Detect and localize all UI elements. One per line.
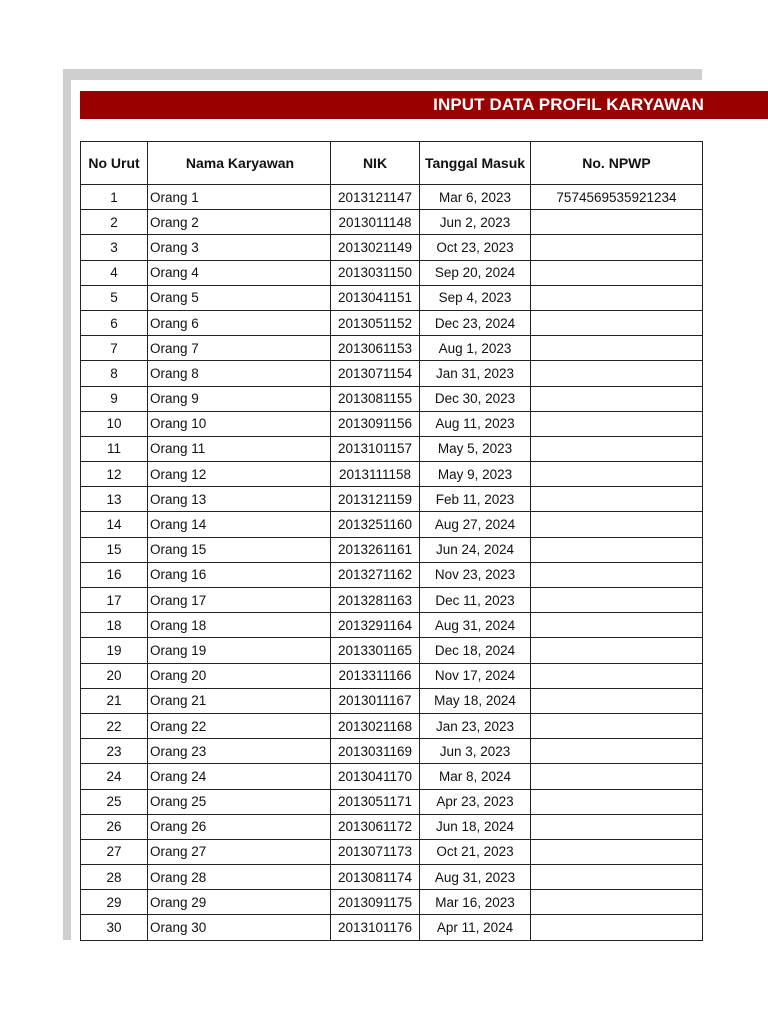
cell-no-npwp[interactable] [531, 512, 703, 537]
cell-no-urut[interactable]: 14 [81, 512, 148, 537]
cell-nama-karyawan[interactable]: Orang 2 [148, 210, 331, 235]
cell-no-npwp[interactable] [531, 537, 703, 562]
cell-tanggal-masuk[interactable]: Jun 2, 2023 [420, 210, 531, 235]
page-title: INPUT DATA PROFIL KARYAWAN [433, 95, 704, 114]
table-row [81, 235, 703, 260]
cell-nama-karyawan[interactable]: Orang 26 [148, 814, 331, 839]
cell-no-npwp[interactable] [531, 260, 703, 285]
cell-nik[interactable]: 2013281163 [331, 588, 420, 613]
cell-no-urut[interactable]: 13 [81, 487, 148, 512]
cell-no-urut[interactable]: 7 [81, 336, 148, 361]
cell-nama-karyawan[interactable]: Orang 20 [148, 663, 331, 688]
cell-nik[interactable]: 2013041151 [331, 285, 420, 310]
cell-tanggal-masuk[interactable]: Mar 16, 2023 [420, 890, 531, 915]
table-row [81, 890, 703, 915]
table-row [81, 361, 703, 386]
cell-no-npwp[interactable] [531, 562, 703, 587]
table-row [81, 638, 703, 663]
cell-tanggal-masuk[interactable]: Aug 11, 2023 [420, 411, 531, 436]
cell-no-npwp[interactable] [531, 235, 703, 260]
cell-nama-karyawan[interactable]: Orang 7 [148, 336, 331, 361]
table-row [81, 688, 703, 713]
cell-nama-karyawan[interactable]: Orang 19 [148, 638, 331, 663]
table-body [81, 185, 703, 941]
table-row [81, 613, 703, 638]
cell-tanggal-masuk[interactable]: Dec 30, 2023 [420, 386, 531, 411]
cell-nama-karyawan[interactable]: Orang 3 [148, 235, 331, 260]
cell-nik[interactable]: 2013021168 [331, 713, 420, 738]
cell-nik[interactable]: 2013051152 [331, 310, 420, 335]
cell-nik[interactable]: 2013011148 [331, 210, 420, 235]
header-tanggal-masuk[interactable]: Tanggal Masuk [420, 142, 531, 185]
cell-tanggal-masuk[interactable]: Aug 31, 2023 [420, 865, 531, 890]
cell-tanggal-masuk[interactable]: Mar 8, 2024 [420, 764, 531, 789]
cell-nik[interactable]: 2013061153 [331, 336, 420, 361]
cell-nik[interactable]: 2013251160 [331, 512, 420, 537]
cell-tanggal-masuk[interactable]: Dec 23, 2024 [420, 310, 531, 335]
cell-no-npwp[interactable] [531, 361, 703, 386]
cell-no-urut[interactable]: 16 [81, 562, 148, 587]
cell-no-urut[interactable]: 15 [81, 537, 148, 562]
table-row [81, 789, 703, 814]
cell-tanggal-masuk[interactable]: Jan 23, 2023 [420, 713, 531, 738]
table-row [81, 411, 703, 436]
cell-nik[interactable]: 2013011167 [331, 688, 420, 713]
cell-nama-karyawan[interactable]: Orang 27 [148, 839, 331, 864]
cell-tanggal-masuk[interactable]: Aug 31, 2024 [420, 613, 531, 638]
cell-nama-karyawan[interactable]: Orang 29 [148, 890, 331, 915]
cell-tanggal-masuk[interactable]: Sep 20, 2024 [420, 260, 531, 285]
cell-nik[interactable]: 2013081155 [331, 386, 420, 411]
cell-nik[interactable]: 2013261161 [331, 537, 420, 562]
cell-nama-karyawan[interactable]: Orang 1 [148, 185, 331, 210]
cell-nik[interactable]: 2013121159 [331, 487, 420, 512]
header-no-urut[interactable]: No Urut [81, 142, 148, 185]
employee-table [80, 141, 703, 941]
cell-nama-karyawan[interactable]: Orang 10 [148, 411, 331, 436]
cell-nik[interactable]: 2013041170 [331, 764, 420, 789]
table-row [81, 285, 703, 310]
cell-no-urut[interactable]: 28 [81, 865, 148, 890]
cell-nik[interactable]: 2013091175 [331, 890, 420, 915]
table-row [81, 436, 703, 461]
cell-no-urut[interactable]: 24 [81, 764, 148, 789]
cell-no-urut[interactable]: 3 [81, 235, 148, 260]
cell-no-urut[interactable]: 5 [81, 285, 148, 310]
table-row [81, 336, 703, 361]
cell-nik[interactable]: 2013081174 [331, 865, 420, 890]
cell-nama-karyawan[interactable]: Orang 21 [148, 688, 331, 713]
cell-no-npwp[interactable] [531, 436, 703, 461]
cell-nama-karyawan[interactable]: Orang 17 [148, 588, 331, 613]
cell-tanggal-masuk[interactable]: Dec 11, 2023 [420, 588, 531, 613]
cell-no-urut[interactable]: 1 [81, 185, 148, 210]
cell-nama-karyawan[interactable]: Orang 8 [148, 361, 331, 386]
cell-tanggal-masuk[interactable]: Apr 23, 2023 [420, 789, 531, 814]
cell-no-urut[interactable]: 23 [81, 739, 148, 764]
cell-no-npwp[interactable] [531, 663, 703, 688]
cell-nik[interactable]: 2013271162 [331, 562, 420, 587]
cell-no-npwp[interactable] [531, 915, 703, 940]
cell-no-npwp[interactable] [531, 487, 703, 512]
cell-tanggal-masuk[interactable]: Nov 17, 2024 [420, 663, 531, 688]
cell-nama-karyawan[interactable]: Orang 15 [148, 537, 331, 562]
cell-nama-karyawan[interactable]: Orang 13 [148, 487, 331, 512]
cell-no-urut[interactable]: 29 [81, 890, 148, 915]
cell-no-npwp[interactable] [531, 764, 703, 789]
cell-nik[interactable]: 2013121147 [331, 185, 420, 210]
cell-nik[interactable]: 2013111158 [331, 462, 420, 487]
table-row [81, 512, 703, 537]
sheet-left-border [63, 80, 71, 940]
table-header-row [81, 142, 703, 185]
cell-no-npwp[interactable] [531, 789, 703, 814]
cell-no-npwp[interactable] [531, 588, 703, 613]
cell-tanggal-masuk[interactable]: Jun 3, 2023 [420, 739, 531, 764]
cell-no-urut[interactable]: 10 [81, 411, 148, 436]
cell-no-npwp[interactable] [531, 613, 703, 638]
cell-nik[interactable]: 2013291164 [331, 613, 420, 638]
cell-no-urut[interactable]: 19 [81, 638, 148, 663]
cell-no-npwp[interactable] [531, 210, 703, 235]
cell-nama-karyawan[interactable]: Orang 28 [148, 865, 331, 890]
cell-no-npwp[interactable] [531, 839, 703, 864]
table-row [81, 764, 703, 789]
table-row [81, 462, 703, 487]
cell-no-npwp[interactable] [531, 638, 703, 663]
cell-nama-karyawan[interactable]: Orang 18 [148, 613, 331, 638]
cell-no-urut[interactable]: 4 [81, 260, 148, 285]
header-nama-karyawan[interactable]: Nama Karyawan [148, 142, 331, 185]
cell-nik[interactable]: 2013031150 [331, 260, 420, 285]
cell-tanggal-masuk[interactable]: May 18, 2024 [420, 688, 531, 713]
cell-no-npwp[interactable] [531, 462, 703, 487]
cell-no-npwp[interactable]: 7574569535921234 [531, 185, 703, 210]
table-row [81, 739, 703, 764]
cell-tanggal-masuk[interactable]: May 9, 2023 [420, 462, 531, 487]
cell-nik[interactable]: 2013101176 [331, 915, 420, 940]
cell-no-urut[interactable]: 12 [81, 462, 148, 487]
cell-nama-karyawan[interactable]: Orang 9 [148, 386, 331, 411]
cell-no-npwp[interactable] [531, 890, 703, 915]
cell-nik[interactable]: 2013301165 [331, 638, 420, 663]
table-row [81, 814, 703, 839]
cell-tanggal-masuk[interactable]: Jan 31, 2023 [420, 361, 531, 386]
cell-nik[interactable]: 2013091156 [331, 411, 420, 436]
sheet-top-border [63, 69, 702, 80]
cell-tanggal-masuk[interactable]: Jun 24, 2024 [420, 537, 531, 562]
cell-no-urut[interactable]: 17 [81, 588, 148, 613]
cell-no-npwp[interactable] [531, 310, 703, 335]
cell-tanggal-masuk[interactable]: Oct 21, 2023 [420, 839, 531, 864]
cell-nik[interactable]: 2013021149 [331, 235, 420, 260]
cell-tanggal-masuk[interactable]: Aug 27, 2024 [420, 512, 531, 537]
table-row [81, 915, 703, 940]
cell-nik[interactable]: 2013051171 [331, 789, 420, 814]
cell-nik[interactable]: 2013101157 [331, 436, 420, 461]
table-row [81, 537, 703, 562]
cell-tanggal-masuk[interactable]: Sep 4, 2023 [420, 285, 531, 310]
table-row [81, 310, 703, 335]
cell-no-npwp[interactable] [531, 713, 703, 738]
table-row [81, 562, 703, 587]
cell-nama-karyawan[interactable]: Orang 5 [148, 285, 331, 310]
cell-no-urut[interactable]: 9 [81, 386, 148, 411]
cell-tanggal-masuk[interactable]: Nov 23, 2023 [420, 562, 531, 587]
cell-no-urut[interactable]: 18 [81, 613, 148, 638]
table-row [81, 839, 703, 864]
cell-nama-karyawan[interactable]: Orang 30 [148, 915, 331, 940]
cell-tanggal-masuk[interactable]: May 5, 2023 [420, 436, 531, 461]
table-row [81, 260, 703, 285]
cell-nama-karyawan[interactable]: Orang 12 [148, 462, 331, 487]
table-row [81, 663, 703, 688]
cell-no-urut[interactable]: 22 [81, 713, 148, 738]
cell-no-urut[interactable]: 11 [81, 436, 148, 461]
header-nik[interactable]: NIK [331, 142, 420, 185]
cell-tanggal-masuk[interactable]: Feb 11, 2023 [420, 487, 531, 512]
cell-nama-karyawan[interactable]: Orang 6 [148, 310, 331, 335]
table-row [81, 386, 703, 411]
cell-tanggal-masuk[interactable]: Mar 6, 2023 [420, 185, 531, 210]
cell-no-npwp[interactable] [531, 386, 703, 411]
cell-no-npwp[interactable] [531, 739, 703, 764]
cell-no-urut[interactable]: 25 [81, 789, 148, 814]
cell-tanggal-masuk[interactable]: Dec 18, 2024 [420, 638, 531, 663]
cell-no-npwp[interactable] [531, 336, 703, 361]
cell-tanggal-masuk[interactable]: Oct 23, 2023 [420, 235, 531, 260]
cell-no-urut[interactable]: 30 [81, 915, 148, 940]
cell-no-npwp[interactable] [531, 865, 703, 890]
cell-no-urut[interactable]: 27 [81, 839, 148, 864]
cell-no-npwp[interactable] [531, 688, 703, 713]
table-row [81, 210, 703, 235]
cell-tanggal-masuk[interactable]: Apr 11, 2024 [420, 915, 531, 940]
cell-no-urut[interactable]: 26 [81, 814, 148, 839]
cell-nama-karyawan[interactable]: Orang 22 [148, 713, 331, 738]
cell-no-npwp[interactable] [531, 814, 703, 839]
cell-no-urut[interactable]: 8 [81, 361, 148, 386]
table-row [81, 185, 703, 210]
cell-tanggal-masuk[interactable]: Aug 1, 2023 [420, 336, 531, 361]
title-bar [80, 91, 768, 119]
header-no-npwp[interactable]: No. NPWP [531, 142, 703, 185]
cell-nama-karyawan[interactable]: Orang 14 [148, 512, 331, 537]
cell-nama-karyawan[interactable]: Orang 25 [148, 789, 331, 814]
table-row [81, 713, 703, 738]
cell-nik[interactable]: 2013071154 [331, 361, 420, 386]
cell-nik[interactable]: 2013071173 [331, 839, 420, 864]
cell-no-urut[interactable]: 2 [81, 210, 148, 235]
cell-tanggal-masuk[interactable]: Jun 18, 2024 [420, 814, 531, 839]
cell-nama-karyawan[interactable]: Orang 11 [148, 436, 331, 461]
cell-nik[interactable]: 2013061172 [331, 814, 420, 839]
cell-no-urut[interactable]: 21 [81, 688, 148, 713]
table-row [81, 588, 703, 613]
cell-no-urut[interactable]: 20 [81, 663, 148, 688]
cell-no-npwp[interactable] [531, 285, 703, 310]
cell-nama-karyawan[interactable]: Orang 24 [148, 764, 331, 789]
cell-nama-karyawan[interactable]: Orang 4 [148, 260, 331, 285]
cell-nama-karyawan[interactable]: Orang 23 [148, 739, 331, 764]
cell-no-urut[interactable]: 6 [81, 310, 148, 335]
cell-no-npwp[interactable] [531, 411, 703, 436]
cell-nik[interactable]: 2013311166 [331, 663, 420, 688]
cell-nama-karyawan[interactable]: Orang 16 [148, 562, 331, 587]
table-row [81, 487, 703, 512]
table-row [81, 865, 703, 890]
cell-nik[interactable]: 2013031169 [331, 739, 420, 764]
